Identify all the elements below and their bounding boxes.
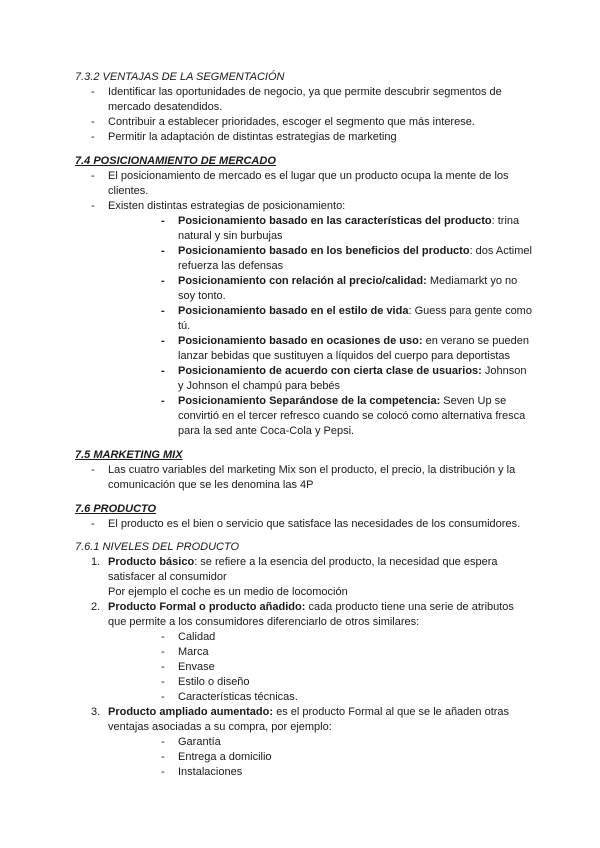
document-page	[75, 70, 535, 780]
list-item	[75, 199, 535, 439]
heading-7-6-1: 7.6.1 NIVELES DEL PRODUCTO	[75, 541, 240, 553]
strategy-example: : Guess para gente como tú.	[178, 305, 532, 332]
product-list	[75, 517, 535, 532]
strategy-item	[108, 394, 535, 439]
level-item	[75, 555, 535, 600]
advantages-list	[75, 85, 535, 145]
level-description: es el producto Formal al que se le añaden otras ventajas asociadas a su compra, por ejemplo:	[108, 706, 510, 733]
heading-7-6: 7.6 PRODUCTO	[75, 503, 157, 515]
strategy-item	[108, 304, 535, 334]
attribute-item: - Envase	[108, 660, 535, 675]
strategies-list	[108, 214, 535, 439]
strategy-example: en verano se pueden lanzar bebidas que sustituyen a líquidos del cuerpo para deportistas	[178, 335, 529, 362]
list-item: - El producto es el bien o servicio que satisface las necesidades de los consumidores.	[75, 517, 535, 532]
strategy-example: Seven Up se convirtió en el tercer refresco cuando se colocó como alternativa fresca para la sed ante Coca-Cola y Pepsi.	[178, 395, 526, 437]
heading-7-3-2: 7.3.2 VENTAJAS DE LA SEGMENTACIÓN	[75, 71, 285, 83]
level-item	[75, 600, 535, 705]
level-number: 1.	[91, 556, 101, 568]
extended-advantages-list	[108, 735, 535, 780]
level-number: 3.	[91, 706, 101, 718]
list-item: - El posicionamiento de mercado es el lugar que un producto ocupa la mente de los clientes.	[75, 169, 535, 199]
heading-7-4: 7.4 POSICIONAMIENTO DE MERCADO	[75, 155, 276, 167]
strategy-example: : trina natural y sin burbujas	[178, 215, 520, 242]
list-item: - Las cuatro variables del marketing Mix son el producto, el precio, la distribución y la comunicación que se les denomina las 4P	[75, 463, 535, 493]
attribute-item: - Calidad	[108, 630, 535, 645]
strategy-name: Posicionamiento basado en los beneficios del producto	[178, 245, 470, 257]
attribute-item: - Estilo o diseño	[108, 675, 535, 690]
level-item	[75, 705, 535, 780]
strategy-name: Posicionamiento basado en ocasiones de uso:	[178, 335, 423, 347]
list-item: - Contribuir a establecer prioridades, escoger el segmento que más interese.	[75, 115, 535, 130]
level-number: 2.	[91, 601, 101, 613]
level-description: cada producto tiene una serie de atributos que permite a los consumidores diferenciarlo de otros similares:	[108, 601, 514, 628]
attribute-item: - Características técnicas.	[108, 690, 535, 705]
strategy-item	[108, 214, 535, 244]
level-example: Por ejemplo el coche es un medio de locomoción	[108, 586, 348, 598]
strategy-item	[108, 274, 535, 304]
strategy-name: Posicionamiento basado en el estilo de vida	[178, 305, 409, 317]
advantage-item: - Garantía	[108, 735, 535, 750]
strategy-item	[108, 364, 535, 394]
heading-7-5: 7.5 MARKETING MIX	[75, 449, 183, 461]
strategy-example: Johnson y Johnson el champú para bebés	[178, 365, 527, 392]
strategy-name: Posicionamiento Separándose de la competencia:	[178, 395, 441, 407]
strategy-example: Mediamarkt yo no soy tonto.	[178, 275, 518, 302]
level-name: Producto ampliado aumentado:	[108, 706, 274, 718]
positioning-list	[75, 169, 535, 439]
advantage-item: - Entrega a domicilio	[108, 750, 535, 765]
strategy-name: Posicionamiento basado en las características del producto	[178, 215, 492, 227]
marketing-mix-list	[75, 463, 535, 493]
strategy-name: Posicionamiento de acuerdo con cierta clase de usuarios:	[178, 365, 482, 377]
strategy-item	[108, 244, 535, 274]
attribute-item: - Marca	[108, 645, 535, 660]
level-name: Producto Formal o producto añadido:	[108, 601, 306, 613]
list-item: - Permitir la adaptación de distintas estrategias de marketing	[75, 130, 535, 145]
level-name: Producto básico	[108, 556, 195, 568]
advantage-item: - Instalaciones	[108, 765, 535, 780]
strategy-item	[108, 334, 535, 364]
strategy-example: : dos Actimel refuerza las defensas	[178, 245, 532, 272]
formal-attributes-list	[108, 630, 535, 705]
list-item-text: Existen distintas estrategias de posicionamiento:	[108, 200, 346, 212]
product-levels-list	[75, 555, 535, 780]
list-item: - Identificar las oportunidades de negocio, ya que permite descubrir segmentos de mercado desatendidos.	[75, 85, 535, 115]
strategy-name: Posicionamiento con relación al precio/calidad:	[178, 275, 427, 287]
level-description: : se refiere a la esencia del producto, la necesidad que espera satisfacer al consumidor	[108, 556, 498, 583]
